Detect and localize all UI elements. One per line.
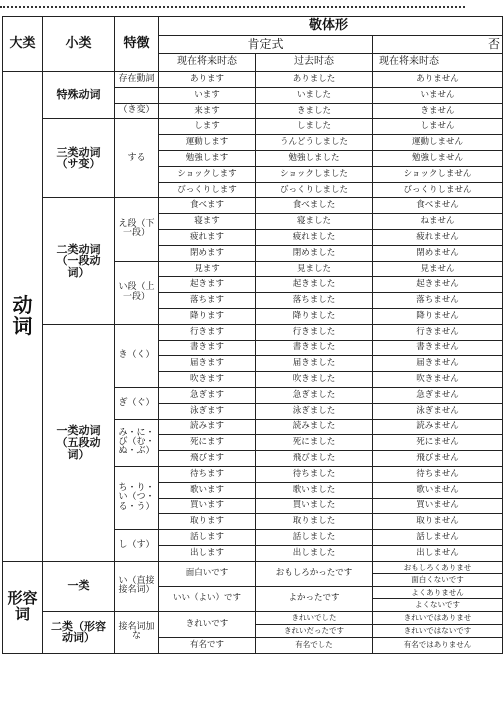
past-cell: 疲れました: [256, 229, 373, 245]
adj-negative-cell: 面白くないです: [373, 574, 503, 587]
adj-present-cell: 有名です: [159, 637, 256, 653]
negative-cell: 疲れません: [373, 229, 503, 245]
header-present-future-neg: 现在将来时态: [373, 54, 503, 72]
past-cell: うんどうしました: [256, 135, 373, 151]
feature-kahen: （き変）: [115, 103, 159, 119]
adj-negative-cell: よくないです: [373, 599, 503, 612]
adj-negative-cell: きれいではありませ: [373, 611, 503, 624]
negative-cell: 届きません: [373, 356, 503, 372]
header-past: 过去时态: [256, 54, 373, 72]
adj-past-cell: おもしろかったです: [256, 561, 373, 586]
present-cell: 来ます: [159, 103, 256, 119]
present-cell: 届きます: [159, 356, 256, 372]
past-cell: 読みました: [256, 419, 373, 435]
header-minor: 小类: [43, 17, 115, 72]
negative-cell: 取りません: [373, 514, 503, 530]
negative-cell: 買いません: [373, 498, 503, 514]
group1-feature: ぎ（ぐ）: [115, 387, 159, 419]
past-cell: しました: [256, 119, 373, 135]
past-cell: 吹きました: [256, 372, 373, 388]
past-cell: 死にました: [256, 435, 373, 451]
adj-past-cell: 有名でした: [256, 637, 373, 653]
present-cell: 食べます: [159, 198, 256, 214]
present-cell: 落ちます: [159, 293, 256, 309]
header-polite-form: 敬体形: [159, 17, 503, 36]
negative-cell: しません: [373, 119, 503, 135]
present-cell: 泳ぎます: [159, 403, 256, 419]
group1-label: 一类动词 （五段动 词）: [43, 324, 115, 561]
present-cell: 死にます: [159, 435, 256, 451]
adj-group1-feature: い（直接 接名词）: [115, 561, 159, 611]
past-cell: 勉強しました: [256, 150, 373, 166]
present-cell: 起きます: [159, 277, 256, 293]
adj-past-cell: きれいだったです: [256, 624, 373, 637]
present-cell: びっくりします: [159, 182, 256, 198]
negative-cell: 食べません: [373, 198, 503, 214]
past-cell: ショックしました: [256, 166, 373, 182]
negative-cell: 落ちません: [373, 293, 503, 309]
present-cell: 行きます: [159, 324, 256, 340]
negative-cell: 閉めません: [373, 245, 503, 261]
present-cell: 出します: [159, 545, 256, 561]
adj-past-cell: きれいでした: [256, 611, 373, 624]
adj-present-cell: 面白いです: [159, 561, 256, 586]
negative-cell: きません: [373, 103, 503, 119]
past-cell: びっくりしました: [256, 182, 373, 198]
past-cell: ありました: [256, 72, 373, 88]
adjective-category: 形容 词: [3, 561, 43, 653]
past-cell: 見ました: [256, 261, 373, 277]
present-cell: 取ります: [159, 514, 256, 530]
adj-negative-cell: 有名ではありません: [373, 637, 503, 653]
group2-label: 二类动词 （一段动 词）: [43, 198, 115, 324]
negative-cell: 飛びません: [373, 451, 503, 467]
present-cell: 見ます: [159, 261, 256, 277]
negative-cell: 行きません: [373, 324, 503, 340]
group1-feature: み・に・ び（む・ ぬ・ぶ）: [115, 419, 159, 466]
present-cell: 読みます: [159, 419, 256, 435]
adj-past-cell: よかったです: [256, 586, 373, 611]
adj-group1-label: 一类: [43, 561, 115, 611]
past-cell: 降りました: [256, 308, 373, 324]
past-cell: 起きました: [256, 277, 373, 293]
negative-cell: ショックしません: [373, 166, 503, 182]
present-cell: 待ちます: [159, 466, 256, 482]
past-cell: 行きました: [256, 324, 373, 340]
past-cell: 話しました: [256, 530, 373, 546]
negative-cell: ねません: [373, 214, 503, 230]
adj-group2-label: 二类（形容 动词）: [43, 611, 115, 653]
past-cell: 落ちました: [256, 293, 373, 309]
past-cell: 待ちました: [256, 466, 373, 482]
header-major: 大类: [3, 17, 43, 72]
present-cell: 書きます: [159, 340, 256, 356]
past-cell: 歌いました: [256, 482, 373, 498]
past-cell: きました: [256, 103, 373, 119]
group3-label: 三类动词 （サ变）: [43, 119, 115, 198]
feature-suru: する: [115, 119, 159, 198]
header-feature: 特徴: [115, 17, 159, 72]
present-cell: 降ります: [159, 308, 256, 324]
adj-negative-cell: よくありません: [373, 586, 503, 599]
header-negative: 否: [373, 36, 503, 54]
past-cell: 取りました: [256, 514, 373, 530]
negative-cell: 死にません: [373, 435, 503, 451]
negative-cell: 歌いません: [373, 482, 503, 498]
past-cell: いました: [256, 87, 373, 103]
present-cell: します: [159, 119, 256, 135]
present-cell: 急ぎます: [159, 387, 256, 403]
negative-cell: 見ません: [373, 261, 503, 277]
negative-cell: 待ちません: [373, 466, 503, 482]
negative-cell: 書きません: [373, 340, 503, 356]
negative-cell: びっくりしません: [373, 182, 503, 198]
present-cell: 閉めます: [159, 245, 256, 261]
present-cell: 寝ます: [159, 214, 256, 230]
adj-present-cell: いい（よい）です: [159, 586, 256, 611]
negative-cell: 降りません: [373, 308, 503, 324]
present-cell: あります: [159, 72, 256, 88]
group1-feature: き（く）: [115, 324, 159, 387]
top-dotted-border: [0, 6, 465, 12]
negative-cell: いません: [373, 87, 503, 103]
adj-group2-feature: 接名词加 な: [115, 611, 159, 653]
present-cell: 買います: [159, 498, 256, 514]
negative-cell: 吹きません: [373, 372, 503, 388]
group1-feature: し（す）: [115, 530, 159, 562]
present-cell: 歌います: [159, 482, 256, 498]
negative-cell: 読みません: [373, 419, 503, 435]
past-cell: 寝ました: [256, 214, 373, 230]
negative-cell: 運動しません: [373, 135, 503, 151]
past-cell: 泳ぎました: [256, 403, 373, 419]
negative-cell: 出しません: [373, 545, 503, 561]
present-cell: 吹きます: [159, 372, 256, 388]
present-cell: 飛びます: [159, 451, 256, 467]
adj-negative-cell: きれいではないです: [373, 624, 503, 637]
adj-negative-cell: おもしろくありませ: [373, 561, 503, 574]
negative-cell: ありません: [373, 72, 503, 88]
present-cell: 話します: [159, 530, 256, 546]
past-cell: 届きました: [256, 356, 373, 372]
negative-cell: 話しません: [373, 530, 503, 546]
negative-cell: 泳ぎません: [373, 403, 503, 419]
present-cell: ショックします: [159, 166, 256, 182]
group1-feature: ち・り・ い（つ・ る・う）: [115, 466, 159, 529]
negative-cell: 勉強しません: [373, 150, 503, 166]
past-cell: 閉めました: [256, 245, 373, 261]
group2-feature: い段（上 一段）: [115, 261, 159, 324]
present-cell: 疲れます: [159, 229, 256, 245]
adj-present-cell: きれいです: [159, 611, 256, 637]
header-affirmative: 肯定式: [159, 36, 373, 54]
feature-empty: [115, 87, 159, 103]
past-cell: 急ぎました: [256, 387, 373, 403]
feature-existence: 存在動詞: [115, 72, 159, 88]
special-verb-label: 特殊动词: [43, 72, 115, 119]
present-cell: 運動します: [159, 135, 256, 151]
negative-cell: 起きません: [373, 277, 503, 293]
past-cell: 買いました: [256, 498, 373, 514]
verb-category: 动词: [3, 72, 43, 562]
group2-feature: え段（下 一段）: [115, 198, 159, 261]
header-present-future: 现在将来时态: [159, 54, 256, 72]
conjugation-table: [2, 16, 503, 654]
present-cell: 勉強します: [159, 150, 256, 166]
negative-cell: 急ぎません: [373, 387, 503, 403]
present-cell: います: [159, 87, 256, 103]
past-cell: 食べました: [256, 198, 373, 214]
past-cell: 飛びました: [256, 451, 373, 467]
past-cell: 書きました: [256, 340, 373, 356]
past-cell: 出しました: [256, 545, 373, 561]
